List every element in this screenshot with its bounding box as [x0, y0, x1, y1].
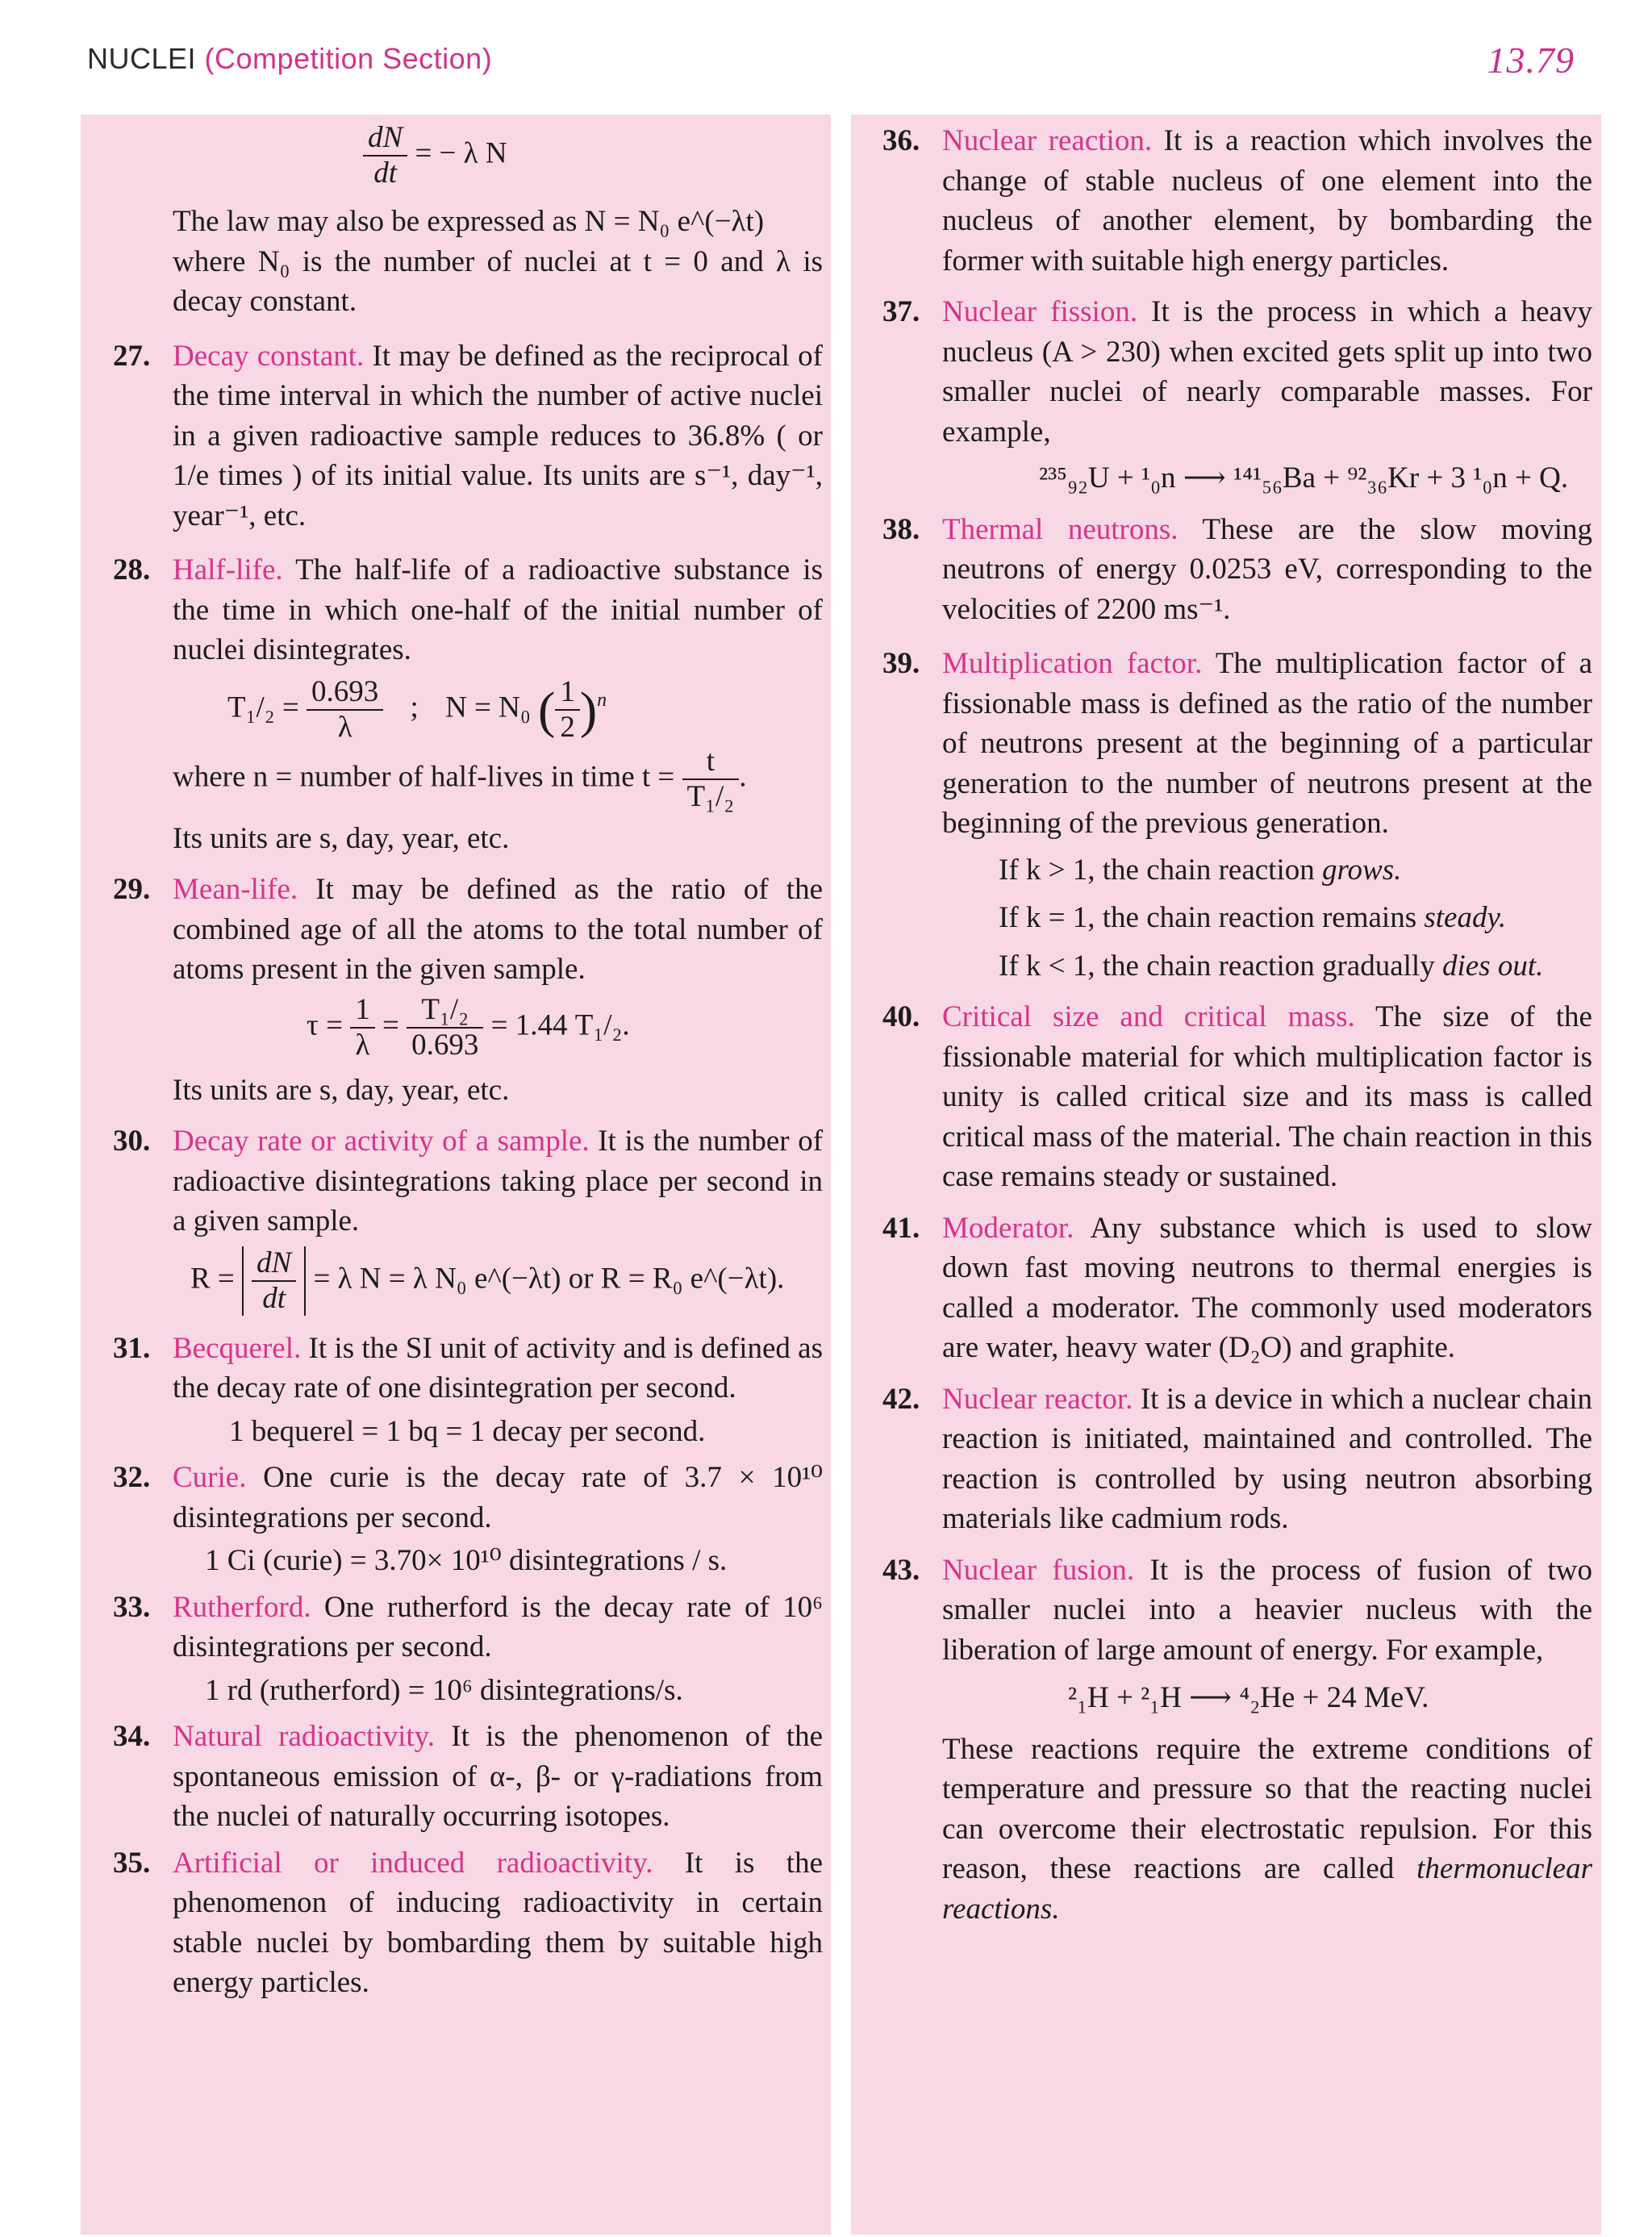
- eq-half-num: 1: [555, 675, 580, 711]
- item-term: Multiplication factor.: [942, 647, 1203, 680]
- equation-activity: [113, 1246, 823, 1316]
- item-term: Mean-life.: [173, 873, 298, 906]
- k-equal-1: [882, 898, 1592, 938]
- item-term: Rutherford.: [173, 1590, 311, 1624]
- item-30: [113, 1121, 823, 1242]
- item-term: Half-life.: [173, 553, 283, 586]
- item-text: The multiplication factor of a fissionable mass is defined as the ratio of the number of neutrons present at the beginning of a particular generation to the number of neutrons present at the beginning of the previous generation.: [942, 647, 1592, 840]
- curie-equation: 1 Ci (curie) = 3.70× 10¹⁰ disintegrations / s.: [205, 1544, 728, 1577]
- item-37: [882, 292, 1592, 452]
- item-number: 43.: [882, 1553, 920, 1587]
- item-text: It is the number of radioactive disintegrations taking place per second in a given sample.: [173, 1125, 824, 1237]
- item-38: [882, 510, 1592, 630]
- becquerel-equation: 1 bequerel = 1 bq = 1 decay per second.: [229, 1414, 706, 1448]
- item-text: One rutherford is the decay rate of 10⁶ disintegrations per second.: [173, 1590, 823, 1663]
- k-greater-1: [882, 850, 1592, 891]
- where-text: where n = number of half-lives in time t =: [173, 759, 675, 793]
- mean-life-units: Its units are s, day, year, etc.: [173, 1073, 510, 1107]
- half-life-units: Its units are s, day, year, etc.: [173, 821, 510, 855]
- item-number: 36.: [882, 124, 920, 157]
- item-term: Decay constant.: [173, 339, 365, 373]
- item-27: [113, 336, 823, 536]
- item-33: [113, 1588, 823, 1667]
- eq-f2-den: 0.693: [411, 1028, 479, 1062]
- eq-numerator: dN: [363, 121, 407, 157]
- eq-denominator: dt: [373, 157, 397, 190]
- equation-mean-life: [113, 993, 823, 1062]
- item-term: Artificial or induced radioactivity.: [173, 1846, 653, 1880]
- item-text: It may be defined as the reciprocal of the time interval in which the number of active nuclei in a given radioactive sample reduces to 36.8% ( or 1/e times ) of its initial value. Its units are s⁻¹, day⁻¹, year⁻¹, etc.: [173, 339, 824, 532]
- fusion-equation: ²₁H + ²₁H ⟶ ⁴₂He + 24 MeV.: [1068, 1681, 1429, 1714]
- half-life-where: where n = number of half-lives in time t = $\frac{t}{\text{T₁/₂}}$ .: [173, 744, 747, 813]
- item-term: Nuclear fusion.: [942, 1553, 1135, 1587]
- page-header: [87, 42, 1575, 90]
- condition-text: If k = 1, the chain reaction remains: [999, 901, 1417, 934]
- item-text: It may be defined as the ratio of the combined age of all the atoms to the total number of atoms present in the given sample.: [173, 873, 823, 986]
- note-text: These reactions require the extreme conditions of temperature and pressure so that the reacting nuclei can overcome their electrostatic repulsion. For this reason, these reactions are called: [942, 1732, 1592, 1885]
- item-28: [113, 550, 823, 670]
- eq-denominator: dt: [262, 1281, 286, 1315]
- where-den: T₁/₂: [686, 779, 735, 813]
- right-column: [882, 121, 1592, 1929]
- eq-f1-den: λ: [355, 1028, 370, 1062]
- left-column: [113, 121, 823, 2003]
- fusion-note: [882, 1730, 1592, 1930]
- item-35: [113, 1843, 823, 2003]
- eq-f2-num: T₁/₂: [407, 993, 483, 1029]
- item-text: Any substance which is used to slow down fast moving neutrons to thermal energies is called a moderator. The commonly used moderators are water, heavy water (D₂O) and graphite.: [942, 1211, 1592, 1364]
- k-less-1: [882, 946, 1592, 987]
- section-title: (Competition Section): [204, 42, 493, 75]
- note-term: thermonuclear reactions.: [942, 1852, 1592, 1926]
- eq-rhs: = 1.44 T₁/₂.: [490, 1008, 630, 1041]
- item-number: 40.: [882, 1000, 920, 1033]
- item-41: [882, 1208, 1592, 1368]
- item-text: It is a reaction which involves the change of stable nucleus of one element into the nucleus of another element, by bombarding the former with suitable high energy particles.: [942, 124, 1593, 278]
- item-number: 34.: [113, 1720, 151, 1753]
- item-number: 29.: [113, 873, 151, 906]
- item-text: It is the phenomenon of the spontaneous emission of α-, β- or γ-radiations from the nuclei of naturally occurring isotopes.: [173, 1720, 824, 1833]
- item-36: [882, 121, 1592, 281]
- eq-f1-num: 1: [350, 993, 375, 1029]
- condition-result: dies out.: [1441, 949, 1544, 983]
- condition-text: If k > 1, the chain reaction: [999, 853, 1315, 887]
- running-head: [87, 42, 492, 76]
- item-number: 31.: [113, 1331, 151, 1365]
- item-term: Moderator.: [942, 1211, 1074, 1245]
- item-number: 28.: [113, 553, 151, 586]
- item-32: [113, 1458, 823, 1538]
- item-text: The size of the fissionable material for which multiplication factor is unity is called critical size and its mass is called critical mass of the material. The chain reaction in this case remains steady or sustained.: [942, 1000, 1592, 1193]
- item-40: [882, 997, 1592, 1197]
- chapter-title: NUCLEI: [87, 42, 197, 75]
- eq-denominator: λ: [337, 710, 353, 744]
- condition-text: If k < 1, the chain reaction gradually: [999, 949, 1435, 983]
- item-term: Nuclear reactor.: [942, 1382, 1133, 1416]
- item-text: These are the slow moving neutrons of energy 0.0253 eV, corresponding to the velocities of 2200 ms⁻¹.: [942, 512, 1593, 626]
- eq-rhs: = − λ N: [415, 136, 507, 170]
- item-number: 32.: [113, 1461, 151, 1494]
- where-num: t: [682, 745, 740, 780]
- equation-half-life: T₁/₂ = $\frac{0.693}{\lambda}$ ; N = N₀ ( $\frac{1}{2}$ )$^n$: [227, 674, 607, 744]
- item-29: [113, 870, 823, 990]
- item-39: [882, 644, 1592, 844]
- eq-rhs: = λ N = λ N₀ e^(−λt) or R = R₀ e^(−λt).: [313, 1261, 785, 1295]
- item-number: 42.: [882, 1382, 920, 1416]
- eq-separator: ;: [410, 690, 419, 724]
- item-text: It is the process in which a heavy nucleus (A > 230) when excited gets split up into two smaller nuclei of nearly comparable masses. For example,: [942, 295, 1592, 449]
- page-number: 13.79: [1487, 40, 1575, 81]
- item-term: Curie.: [173, 1461, 247, 1494]
- eq-exponent: n: [597, 689, 607, 711]
- eq-lhs: τ =: [307, 1008, 343, 1041]
- fission-equation: ²³⁵₉₂U + ¹₀n ⟶ ¹⁴¹₅₆Ba + ⁹²₃₆Kr + 3 ¹₀n + Q.: [1039, 461, 1569, 495]
- rutherford-equation: 1 rd (rutherford) = 10⁶ disintegrations/s.: [205, 1673, 683, 1707]
- condition-result: grows.: [1321, 853, 1402, 887]
- eq-n: N = N₀: [445, 690, 531, 724]
- equation-dndt: [363, 121, 823, 190]
- item-text: It is a device in which a nuclear chain reaction is initiated, maintained and controlled. The reaction is controlled by using neutron absorbing materials like cadmium rods.: [942, 1382, 1592, 1535]
- item-term: Decay rate or activity of a sample.: [173, 1125, 590, 1158]
- item-31: [113, 1329, 823, 1409]
- item-term: Nuclear reaction.: [942, 124, 1153, 157]
- item-number: 38.: [882, 512, 920, 546]
- item-number: 30.: [113, 1125, 151, 1158]
- item-number: 35.: [113, 1846, 151, 1880]
- eq-equals: =: [382, 1008, 399, 1041]
- item-34: [113, 1717, 823, 1837]
- law-text-2: where N₀ is the number of nuclei at t = 0 and λ is decay constant.: [173, 244, 823, 318]
- eq-half-den: 2: [560, 710, 575, 744]
- item-text: It is the SI unit of activity and is defined as the decay rate of one disintegration per second.: [173, 1331, 824, 1404]
- law-text: The law may also be expressed as N = N₀ e^(−λt): [173, 205, 765, 238]
- item-term: Becquerel.: [173, 1331, 302, 1365]
- eq-lhs: T₁/₂ =: [227, 690, 299, 724]
- item-42: [882, 1379, 1592, 1539]
- item-number: 37.: [882, 295, 920, 328]
- item-term: Thermal neutrons.: [942, 512, 1179, 546]
- item-term: Nuclear fission.: [942, 295, 1138, 328]
- item-number: 39.: [882, 647, 920, 680]
- item-term: Natural radioactivity.: [173, 1720, 436, 1753]
- item-43: [882, 1550, 1592, 1671]
- item-number: 41.: [882, 1211, 920, 1245]
- eq-numerator: dN: [252, 1246, 296, 1282]
- eq-lhs: R =: [190, 1261, 235, 1295]
- condition-result: steady.: [1424, 901, 1507, 934]
- item-number: 27.: [113, 339, 151, 373]
- item-number: 33.: [113, 1590, 151, 1624]
- item-text: One curie is the decay rate of 3.7 × 10¹⁰ disintegrations per second.: [173, 1461, 824, 1534]
- item-text: It is the phenomenon of inducing radioactivity in certain stable nuclei by bombarding them by suitable high energy particles.: [173, 1846, 824, 1999]
- item-text: The half-life of a radioactive substance is the time in which one-half of the initial number of nuclei disintegrates.: [173, 553, 823, 666]
- item-term: Critical size and critical mass.: [942, 1000, 1355, 1033]
- item-text: It is the process of fusion of two smaller nuclei into a heavier nucleus with the liberation of large amount of energy. For example,: [942, 1553, 1593, 1667]
- eq-numerator: 0.693: [307, 675, 383, 711]
